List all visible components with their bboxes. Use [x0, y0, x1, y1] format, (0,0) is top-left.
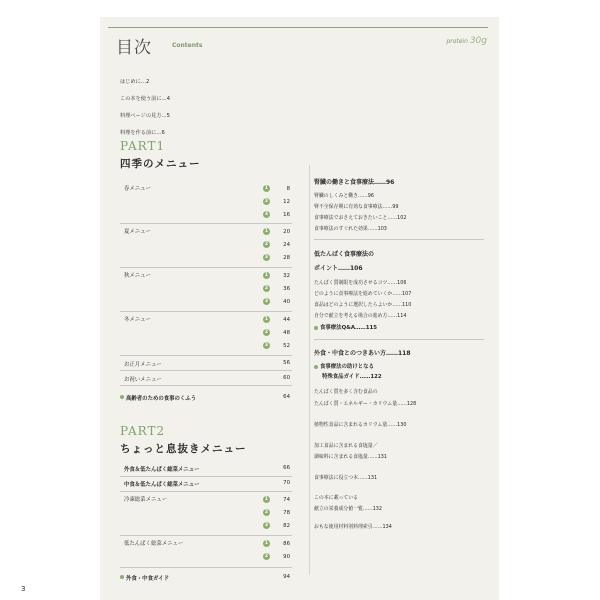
page-title-en: Contents — [172, 42, 203, 49]
page-number-footer: 3 — [21, 585, 26, 593]
number-badge: 1 — [264, 229, 269, 234]
bullet-icon — [120, 395, 124, 399]
divider-line — [120, 385, 292, 386]
toc-item[interactable]: 食品はどのように選択したらよいか……110 — [314, 302, 412, 308]
special-food-guide-b[interactable]: 特殊食品ガイド……122 — [322, 374, 382, 380]
divider-line — [120, 311, 292, 312]
number-badge: 2 — [264, 554, 269, 559]
toc-item[interactable]: 植物性食品に含まれるカリウム量……130 — [314, 422, 407, 428]
guide-label: 高齢者のための食事のくふう — [126, 396, 197, 402]
number-badge: 3 — [264, 523, 269, 528]
intro-item[interactable]: この本を使う前に…4 — [120, 96, 170, 102]
top-rule — [108, 27, 488, 28]
number-badge: 2 — [264, 330, 269, 335]
number-badge: 1 — [264, 497, 269, 502]
toc-item[interactable]: どのように食事療法を進めていくか……107 — [314, 291, 412, 297]
toc-item[interactable]: 加工食品に含まれる食塩量／ — [314, 443, 378, 449]
page-number: 82 — [283, 523, 290, 529]
number-badge: 1 — [264, 541, 269, 546]
number-badge: 3 — [264, 255, 269, 260]
toc-item[interactable]: 調味料に含まれる食塩量……131 — [314, 454, 387, 460]
toc-page: 目次 Contents protein 30g はじめに…2 この本を使う前に…4 料理ページの見方…5 料理を作る前に…6 PART1 四季のメニュー 春メニュー 1 8 2 12 3 16 夏メニュー 1 20 2 24 3 28 秋メニュー 1 32 2 36 3 40 冬メニュー 1 44 2 48 3 52 お正月メニュー 56 お祝いメニュー 60 高齢者のための食事のくふう 64 PART2 ちょっと息抜きメニュー 外食＆低たんぱく総菜メニュー 66 中食＆低たんぱく総菜メニュー 70 冷凍総菜メニュー 1 74 2 78 3 82 低たんぱく総菜メニュー 1 86 2 90 外食・中食ガイド 94 腎臓の働きと食事療法……96 腎臓のしくみと働き……96 腎不全保存期に有効な食事療法……99 食事療法でおさえておきたいこと……102 食事療法のすぐれた効果……103 低たんぱく食事療法の ポイント……106 たんぱく質制限を成功させるコツ……106 どのように食事療法を進めていくか……107 食品はどのように選択したらよいか……110 自分で献立を考える場合の進め方……114 食事療法Q&A……115 外食・中食とのつきあい方……118 食事療法の助けとなる 特殊食品ガイド……122 たんぱく質を多く含む食品の たんぱく質・エネルギー・カリウム量……128 植物性食品に含まれるカリウム量……130 加工食品に含まれる食塩量／ 調味料に含まれる食塩量……131 食事療法に役立つ本……131 この本に載っている 献立の栄養成分値一覧……132 おもな使用材料別料理索引……134 — [100, 17, 499, 600]
toc-item[interactable]: この本に載っている — [314, 495, 359, 501]
toc-item[interactable]: 腎不全保存期に有効な食事療法……99 — [314, 204, 399, 210]
toc-item[interactable]: たんぱく質制限を成功させるコツ……106 — [314, 280, 407, 286]
special-food-guide-a[interactable]: 食事療法の助けとなる — [314, 362, 374, 370]
toc-item[interactable]: 食事療法でおさえておきたいこと……102 — [314, 215, 407, 221]
page-number: 44 — [283, 317, 290, 323]
page-number: 52 — [283, 343, 290, 349]
page-number: 40 — [283, 299, 290, 305]
page-number: 32 — [283, 273, 290, 279]
low-protein-section-title-b[interactable]: ポイント……106 — [314, 265, 363, 272]
page-number: 12 — [283, 199, 290, 205]
part2-number: PART2 — [120, 424, 166, 438]
number-badge: 1 — [264, 186, 269, 191]
page-number: 24 — [283, 242, 290, 248]
divider-line — [120, 370, 292, 371]
intro-item[interactable]: はじめに…2 — [120, 79, 150, 85]
page-number: 74 — [283, 497, 290, 503]
part1-number: PART1 — [120, 139, 166, 153]
page-number: 28 — [283, 255, 290, 261]
number-badge: 2 — [264, 286, 269, 291]
bullet-icon — [120, 575, 124, 579]
part1-title: 四季のメニュー — [120, 158, 201, 170]
page-number: 16 — [283, 212, 290, 218]
number-badge: 3 — [264, 299, 269, 304]
divider-line — [120, 535, 292, 536]
page-number: 48 — [283, 330, 290, 336]
divider-line — [314, 239, 484, 240]
divider-line — [120, 223, 292, 224]
toc-item[interactable]: たんぱく質・エネルギー・カリウム量……128 — [314, 401, 417, 407]
divider-line — [314, 339, 484, 340]
qa-link[interactable]: 食事療法Q&A……115 — [314, 323, 377, 331]
page-number: 86 — [283, 541, 290, 547]
number-badge: 3 — [264, 343, 269, 348]
divider-line — [120, 355, 292, 356]
toc-item[interactable]: 食事療法に役立つ本……131 — [314, 475, 378, 481]
number-badge: 1 — [264, 273, 269, 278]
toc-item[interactable]: 献立の栄養成分値一覧……132 — [314, 506, 383, 512]
guide-label: 外食・中食ガイド — [126, 576, 169, 582]
page-title: 目次 — [116, 38, 152, 58]
page-number: 94 — [283, 574, 290, 580]
eating-out-section-title[interactable]: 外食・中食とのつきあい方……118 — [314, 350, 411, 357]
protein-label: protein — [446, 38, 468, 45]
toc-item[interactable]: 腎臓のしくみと働き……96 — [314, 193, 375, 199]
number-badge: 1 — [264, 317, 269, 322]
page-number: 20 — [283, 229, 290, 235]
toc-item[interactable]: 食事療法のすぐれた効果……103 — [314, 226, 387, 232]
kidney-section-title[interactable]: 腎臓の働きと食事療法……96 — [314, 179, 395, 186]
intro-item[interactable]: 料理を作る前に…6 — [120, 130, 165, 136]
page-number: 90 — [283, 554, 290, 560]
number-badge: 2 — [264, 199, 269, 204]
page-number: 8 — [286, 186, 290, 192]
intro-item[interactable]: 料理ページの見方…5 — [120, 113, 170, 119]
divider-line — [120, 491, 292, 492]
low-protein-section-title-a[interactable]: 低たんぱく食事療法の — [314, 251, 375, 258]
page-number: 36 — [283, 286, 290, 292]
protein-badge — [446, 36, 487, 46]
divider-line — [120, 567, 292, 568]
divider-line — [120, 476, 292, 477]
protein-value: 30g — [469, 36, 487, 46]
column-divider — [309, 165, 310, 575]
number-badge: 2 — [264, 510, 269, 515]
divider-line — [120, 267, 292, 268]
toc-item[interactable]: たんぱく質を多く含む食品の — [314, 389, 378, 395]
toc-item[interactable]: おもな使用材料別料理索引……134 — [314, 524, 392, 530]
number-badge: 2 — [264, 242, 269, 247]
number-badge: 3 — [264, 212, 269, 217]
intro-list — [120, 74, 170, 142]
part2-title: ちょっと息抜きメニュー — [120, 443, 247, 455]
toc-item[interactable]: 自分で献立を考える場合の進め方……114 — [314, 313, 407, 319]
page-number: 78 — [283, 510, 290, 516]
page-number: 64 — [283, 394, 290, 400]
